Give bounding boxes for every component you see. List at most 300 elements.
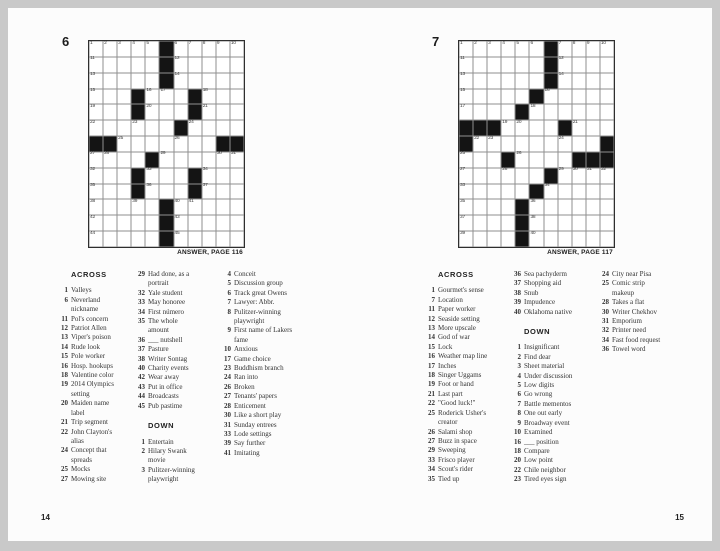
grid-cell <box>159 152 173 168</box>
clue-number: 38 <box>514 288 521 297</box>
clue-item <box>58 380 122 399</box>
grid-cell <box>174 231 188 247</box>
clue-number: 8 <box>517 409 521 418</box>
grid-cell <box>145 184 159 200</box>
cell-number: 45 <box>174 230 180 236</box>
grid-cell <box>216 199 230 215</box>
grid-cell <box>131 136 145 152</box>
cell-number: 1 <box>460 40 463 46</box>
grid-cell <box>202 41 216 57</box>
clue-text: Tenants' papers <box>234 392 277 401</box>
clue-text: Writer Chekhov <box>612 307 658 316</box>
grid-cell <box>216 231 230 247</box>
grid-cell <box>600 231 614 247</box>
grid-cell <box>544 104 558 120</box>
cell-number: 26 <box>174 135 180 141</box>
grid-cell <box>202 136 216 152</box>
grid-cell <box>529 57 543 73</box>
cell-number: 17 <box>460 103 465 109</box>
grid-cell <box>89 184 103 200</box>
grid-cell <box>487 73 501 89</box>
clue-item <box>425 296 493 305</box>
grid-cell <box>600 184 614 200</box>
cell-number: 13 <box>90 72 95 78</box>
cell-number: 4 <box>132 40 135 46</box>
grid-cell <box>572 184 586 200</box>
cell-number: 31 <box>586 167 592 173</box>
clue-text: Emporium <box>612 317 642 326</box>
grid-cell <box>586 215 600 231</box>
clue-number: 35 <box>138 317 145 326</box>
book-spread <box>8 8 712 541</box>
grid-cell <box>459 41 473 57</box>
clue-text: John Clayton's alias <box>71 427 113 445</box>
grid-cell <box>487 168 501 184</box>
clue-item <box>135 270 199 289</box>
clue-text: Inches <box>438 361 457 370</box>
clue-number: 18 <box>514 446 521 455</box>
clue-item <box>58 465 122 474</box>
black-cell <box>131 168 145 184</box>
cell-number: 27 <box>90 151 95 157</box>
cell-number: 35 <box>460 198 465 204</box>
clue-text: City near Pisa <box>612 270 652 278</box>
clue-number: 27 <box>428 436 435 445</box>
clue-text: Shopping aid <box>524 279 562 288</box>
clue-number: 1 <box>431 286 435 295</box>
grid-cell <box>572 231 586 247</box>
black-cell <box>572 152 586 168</box>
clue-item <box>58 399 122 418</box>
black-cell <box>159 57 173 73</box>
cell-number: 25 <box>460 151 465 157</box>
grid-cell <box>89 152 103 168</box>
clue-number: 36 <box>138 335 145 344</box>
grid-cell <box>89 89 103 105</box>
clue-column <box>58 270 122 484</box>
clue-item <box>425 399 493 408</box>
black-cell <box>529 184 543 200</box>
clue-number: 39 <box>224 439 231 448</box>
grid-cell <box>131 199 145 215</box>
cell-number: 38 <box>530 214 536 220</box>
clue-text: Charity events <box>148 364 189 373</box>
clue-item <box>221 308 293 327</box>
clue-text: Weather map line <box>438 352 488 361</box>
black-cell <box>230 136 244 152</box>
clue-text: Ran into <box>234 373 258 382</box>
grid-cell <box>529 152 543 168</box>
cell-number: 3 <box>488 40 491 46</box>
clue-item <box>221 270 293 279</box>
cell-number: 15 <box>460 88 465 94</box>
grid-cell <box>473 215 487 231</box>
black-cell <box>544 57 558 73</box>
clue-item <box>425 333 493 342</box>
cell-number: 21 <box>572 119 578 125</box>
clue-item <box>135 308 199 317</box>
clue-text: More upscale <box>438 324 476 333</box>
grid-cell <box>117 41 131 57</box>
grid-cell <box>89 231 103 247</box>
clue-text: Tired eyes sign <box>524 475 567 484</box>
clue-number: 40 <box>138 364 145 373</box>
answer-note-6: ANSWER, PAGE 116 <box>177 249 243 256</box>
clue-item <box>221 449 293 458</box>
clue-number: 6 <box>64 295 68 304</box>
grid-cell <box>216 152 230 168</box>
grid-cell <box>487 231 501 247</box>
clue-item <box>221 439 293 448</box>
grid-cell <box>89 168 103 184</box>
clue-text: Gourmet's sense <box>438 286 484 295</box>
clue-number: 33 <box>138 298 145 307</box>
grid-cell <box>487 152 501 168</box>
grid-cell <box>230 57 244 73</box>
clue-text: Wear away <box>148 373 180 382</box>
cell-number: 2 <box>104 40 107 46</box>
grid-cell <box>473 57 487 73</box>
clue-text: Neverland nickname <box>71 295 101 314</box>
grid-cell <box>473 41 487 57</box>
cell-number: 4 <box>502 40 505 46</box>
grid-cell <box>131 73 145 89</box>
grid-cell <box>174 168 188 184</box>
clue-number: 43 <box>138 382 145 391</box>
grid-cell <box>459 215 473 231</box>
grid-cell <box>529 41 543 57</box>
cell-number: 22 <box>90 119 95 125</box>
grid-cell <box>487 41 501 57</box>
clue-item <box>425 324 493 333</box>
grid-cell <box>600 104 614 120</box>
clue-item <box>511 362 581 371</box>
grid-cell <box>145 104 159 120</box>
black-cell <box>159 41 173 57</box>
grid-cell <box>174 199 188 215</box>
grid-cell <box>230 152 244 168</box>
cell-number: 8 <box>572 40 576 46</box>
grid-cell <box>586 57 600 73</box>
clue-text: Sea pachyderm <box>524 270 567 278</box>
clue-text: Last part <box>438 389 463 398</box>
clue-text: Location <box>438 295 463 304</box>
clue-item <box>221 345 293 354</box>
grid-cell <box>501 89 515 105</box>
clue-text: Broadcasts <box>148 392 179 401</box>
clue-text: Say further <box>234 439 266 448</box>
grid-cell <box>600 120 614 136</box>
clue-number: 7 <box>431 295 435 304</box>
clue-item <box>599 298 667 307</box>
clue-item <box>135 373 199 382</box>
clue-text: Foot or hand <box>438 380 474 389</box>
black-cell <box>103 136 117 152</box>
clue-text: Frisco player <box>438 455 475 464</box>
grid-cell <box>202 120 216 136</box>
grid-cell <box>501 199 515 215</box>
grid-cell <box>529 215 543 231</box>
cell-number: 5 <box>516 40 519 46</box>
grid-cell <box>459 57 473 73</box>
cell-number: 20 <box>146 103 152 109</box>
grid-cell <box>501 231 515 247</box>
clue-number: 14 <box>428 333 435 342</box>
grid-cell <box>572 168 586 184</box>
clue-item <box>511 289 581 298</box>
cell-number: 28 <box>104 151 110 157</box>
black-cell <box>459 136 473 152</box>
clue-text: Mocks <box>71 465 91 474</box>
clue-item <box>511 372 581 381</box>
clue-item <box>221 279 293 288</box>
cell-number: 7 <box>188 40 192 46</box>
grid-cell <box>572 104 586 120</box>
grid-cell <box>558 231 572 247</box>
clue-number: 29 <box>138 270 145 278</box>
grid-cell <box>558 152 572 168</box>
grid-cell <box>159 136 173 152</box>
clue-item <box>511 381 581 390</box>
grid-cell <box>572 215 586 231</box>
clue-item <box>221 411 293 420</box>
clue-item <box>599 317 667 326</box>
clue-text: Pol's concern <box>71 314 109 323</box>
clue-column <box>135 270 199 485</box>
clue-item <box>135 345 199 354</box>
cell-number: 21 <box>202 103 208 109</box>
grid-cell <box>529 73 543 89</box>
grid-cell <box>216 184 230 200</box>
grid-cell <box>117 215 131 231</box>
clue-item <box>425 315 493 324</box>
grid-cell <box>202 215 216 231</box>
grid-cell <box>202 184 216 200</box>
black-cell <box>188 104 202 120</box>
grid-cell <box>174 152 188 168</box>
clue-item <box>221 392 293 401</box>
grid-cell <box>515 152 529 168</box>
grid-cell <box>145 199 159 215</box>
clue-number: 6 <box>517 390 521 399</box>
grid-cell <box>230 199 244 215</box>
grid-cell <box>174 136 188 152</box>
grid-cell <box>487 57 501 73</box>
grid-cell <box>600 89 614 105</box>
grid-cell <box>216 57 230 73</box>
grid-cell <box>586 231 600 247</box>
grid-cell <box>159 184 173 200</box>
clue-text: Concept that spreads <box>71 446 107 464</box>
clue-text: Viper's poison <box>71 333 111 342</box>
grid-cell <box>572 73 586 89</box>
grid-cell <box>515 41 529 57</box>
clue-text: Valleys <box>71 286 92 295</box>
clue-text: ___ position <box>524 437 559 446</box>
cell-number: 3 <box>118 40 121 46</box>
clue-text: Tied up <box>438 474 460 483</box>
clue-text: The whole amount <box>148 317 178 335</box>
grid-cell <box>487 215 501 231</box>
clue-item <box>599 336 667 345</box>
grid-cell <box>89 73 103 89</box>
grid-cell <box>586 73 600 89</box>
crossword-grid-7 <box>458 40 615 248</box>
clue-number: 1 <box>517 343 521 352</box>
black-cell <box>188 184 202 200</box>
clue-item <box>425 465 493 474</box>
grid-cell <box>529 120 543 136</box>
grid-cell <box>459 152 473 168</box>
grid-cell <box>159 120 173 136</box>
clue-text: Roderick Usher's creator <box>438 408 487 427</box>
clue-number: 2 <box>141 446 145 455</box>
cell-number: 6 <box>174 40 177 46</box>
clue-number: 34 <box>428 465 435 474</box>
clue-number: 1 <box>141 437 145 446</box>
black-cell <box>159 73 173 89</box>
grid-cell <box>230 231 244 247</box>
clue-text: Examined <box>524 428 553 437</box>
grid-cell <box>230 41 244 57</box>
grid-cell <box>586 41 600 57</box>
grid-cell <box>103 120 117 136</box>
clue-item <box>58 475 122 484</box>
grid-cell <box>216 168 230 184</box>
clue-item <box>425 362 493 371</box>
grid-cell <box>202 104 216 120</box>
clue-number: 11 <box>61 314 68 323</box>
clue-number: 16 <box>428 352 435 361</box>
grid-cell <box>544 89 558 105</box>
clue-item <box>58 446 122 465</box>
clue-text: Imitating <box>234 448 260 457</box>
grid-cell <box>459 104 473 120</box>
grid-cell <box>145 120 159 136</box>
clue-item <box>425 380 493 389</box>
black-cell <box>501 152 515 168</box>
clue-text: Hilary Swank movie <box>148 446 187 465</box>
clue-item <box>511 419 581 428</box>
cell-number: 37 <box>202 183 208 189</box>
clue-number: 8 <box>227 307 231 316</box>
clue-number: 7 <box>517 399 521 408</box>
grid-cell <box>230 168 244 184</box>
grid-cell <box>188 231 202 247</box>
crossword-grid-6 <box>88 40 245 248</box>
cell-number: 24 <box>188 119 194 125</box>
clue-item <box>221 298 293 307</box>
grid-cell <box>131 231 145 247</box>
grid-cell <box>586 89 600 105</box>
grid-cell <box>459 199 473 215</box>
grid-cell <box>103 168 117 184</box>
grid-cell <box>544 152 558 168</box>
cell-number: 39 <box>132 198 138 204</box>
grid-cell <box>600 57 614 73</box>
clue-item <box>58 324 122 333</box>
clue-item <box>58 343 122 352</box>
grid-cell <box>117 57 131 73</box>
clue-text: Scout's rider <box>438 465 473 474</box>
black-cell <box>515 215 529 231</box>
grid-cell <box>459 184 473 200</box>
grid-cell <box>558 215 572 231</box>
cell-number: 34 <box>544 183 550 189</box>
grid-cell <box>473 231 487 247</box>
cell-number: 24 <box>558 135 564 141</box>
clue-number: 10 <box>224 345 231 354</box>
clue-text: Printer need <box>612 326 647 335</box>
cell-number: 40 <box>530 230 536 236</box>
clue-text: Patriot Allen <box>71 324 107 333</box>
clue-text: Pasture <box>148 345 169 354</box>
grid-cell <box>117 73 131 89</box>
grid-cell <box>501 184 515 200</box>
grid-cell <box>544 215 558 231</box>
clue-number: 25 <box>428 408 435 417</box>
black-cell <box>515 199 529 215</box>
black-cell <box>188 89 202 105</box>
cell-number: 43 <box>174 214 180 220</box>
cell-number: 7 <box>558 40 562 46</box>
clue-item <box>135 298 199 307</box>
grid-cell <box>600 168 614 184</box>
clue-text: First número <box>148 307 184 316</box>
clue-text: Chile neighbor <box>524 465 566 474</box>
grid-cell <box>459 168 473 184</box>
clue-item <box>221 430 293 439</box>
clue-text: Hosp. hookups <box>71 361 114 370</box>
clue-text: "Good luck!" <box>438 399 476 408</box>
grid-cell <box>117 136 131 152</box>
clue-text: First name of Lakers fame <box>234 326 293 344</box>
grid-cell <box>544 184 558 200</box>
cell-number: 31 <box>230 151 236 157</box>
grid-cell <box>529 231 543 247</box>
cell-number: 38 <box>90 198 95 204</box>
clue-number: 3 <box>141 465 145 474</box>
clue-item <box>511 475 581 484</box>
grid-cell <box>572 41 586 57</box>
cell-number: 18 <box>202 88 208 94</box>
clue-text: Under discussion <box>524 371 573 380</box>
clue-item <box>221 364 293 373</box>
cell-number: 23 <box>488 135 494 141</box>
clue-number: 41 <box>224 448 231 457</box>
black-cell <box>544 168 558 184</box>
clue-text: Conceit <box>234 270 256 278</box>
clue-number: 22 <box>428 399 435 408</box>
clue-number: 37 <box>138 345 145 354</box>
cell-number: 42 <box>90 214 95 220</box>
clue-number: 30 <box>224 411 231 420</box>
clue-item <box>511 353 581 362</box>
cell-number: 30 <box>572 167 578 173</box>
black-cell <box>159 231 173 247</box>
grid-cell <box>487 104 501 120</box>
grid-cell <box>473 152 487 168</box>
grid-cell <box>174 89 188 105</box>
grid-cell <box>586 120 600 136</box>
clue-text: Trip segment <box>71 418 108 427</box>
clue-number: 44 <box>138 392 145 401</box>
clue-number: 19 <box>428 380 435 389</box>
clue-item <box>425 305 493 314</box>
clue-text: Low point <box>524 456 553 465</box>
grid-cell <box>230 89 244 105</box>
grid-cell <box>230 73 244 89</box>
